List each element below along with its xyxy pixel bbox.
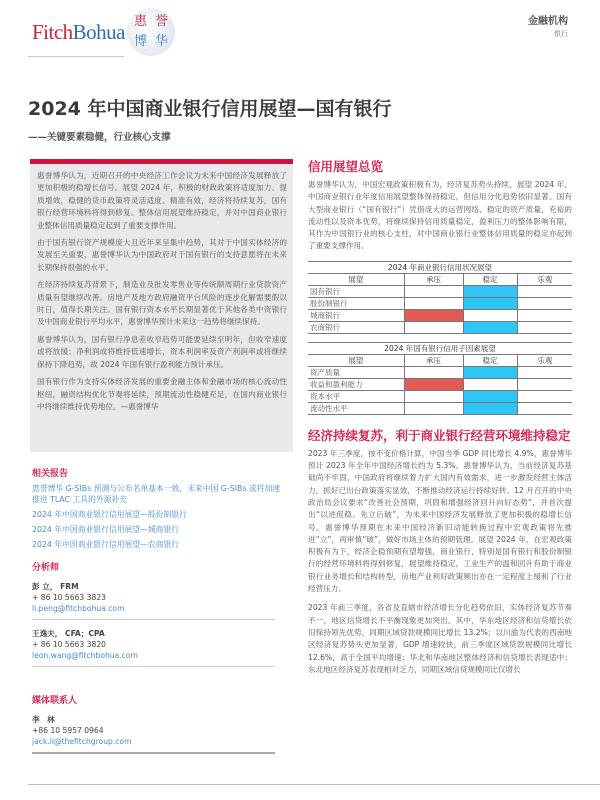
related-link[interactable]: 2024 年中国商业银行信用展望—城商银行 (32, 525, 180, 534)
table-row (308, 297, 572, 309)
summary-box (30, 159, 293, 452)
cell-pressure (404, 285, 463, 297)
cell-stable (463, 366, 517, 378)
summary-paragraph: 在经济持续复苏背景下，制造业及批发零售业等传统顺周期行业贷款资产质量有望继续改善。房地产及地方政府融资平台风险的逐步化解需要假以时日，值得长期关注。国有银行资本水平长期显著优于其他各类中资银行及中国商业银行平均水平，惠誉博华预计未来这一趋势将继续保持。 (37, 280, 287, 327)
table-header (308, 354, 572, 366)
cell-stable (463, 297, 517, 309)
cell-optimistic (517, 321, 572, 333)
analysts-section (32, 560, 275, 667)
table-row (308, 402, 572, 414)
cell-optimistic (517, 390, 572, 402)
section-heading: 经济持续复苏，利于商业银行经营环境维持稳定 (308, 427, 571, 443)
cell-stable (463, 378, 517, 390)
row-label: 资产质量 (308, 366, 404, 378)
fitchbohua-logo (32, 8, 175, 56)
table-row (308, 390, 572, 402)
table-header (308, 273, 572, 285)
cell-optimistic (517, 402, 572, 414)
related-link[interactable]: 惠誉博华 G-SIBs 预测与公布名单基本一致，未来中国 G-SIBs 或将加速推进 TLAC 工具的外源补充 (32, 484, 281, 504)
cell-optimistic (517, 297, 572, 309)
email-link[interactable]: leon.wang@fitchbohua.com (32, 651, 138, 660)
analyst-contact: 王逸夫， CFA；CPA + 86 10 5663 3820 leon.wang@fitchbohua.com (32, 628, 275, 667)
bank-outlook-table (308, 261, 572, 334)
page-title: 2024 年中国商业银行信用展望—国有银行 (28, 98, 392, 120)
header-divider (28, 56, 124, 57)
email-link[interactable]: jack.li@thefitchgroup.com (32, 737, 132, 746)
media-contact-section (32, 693, 275, 754)
table-row (308, 309, 572, 321)
row-label: 流动性水平 (308, 402, 404, 414)
column-header: 展望 (308, 354, 404, 366)
row-label: 资本水平 (308, 390, 404, 402)
related-heading: 相关报告 (32, 469, 69, 479)
media-heading: 媒体联系人 (32, 696, 78, 706)
column-header: 承压 (404, 273, 463, 285)
cell-pressure (404, 366, 463, 378)
related-link[interactable]: 2024 年中国商业银行信用展望—股份制银行 (32, 510, 187, 519)
row-label: 股份制银行 (308, 297, 404, 309)
analyst-contact: 彭 立， FRM + 86 10 5663 3823 li.peng@fitchbohua.com (32, 581, 275, 620)
overview-heading: 信用展望总览 (308, 159, 384, 174)
cell-optimistic (517, 309, 572, 321)
main-column (308, 158, 572, 676)
column-header: 承压 (404, 354, 463, 366)
table-row (308, 366, 572, 378)
row-label: 国有银行 (308, 285, 404, 297)
summary-paragraph: 国有银行作为支持实体经济发展的重要金融主体和金融市场的核心流动性枢纽，融资结构优化节奏将延续，预期流动性稳健充足，在国内商业银行中将继续维持优势地位。—惠誉博华 (37, 377, 287, 411)
column-header: 乐观 (517, 273, 572, 285)
overview-text: 惠誉博华认为，中国宏观政策积极有为，经济复苏势头持续，展望 2024 年，中国商业银行业年度信用展望整体保持稳定，但信用分化趋势依旧显著。国有大型商业银行（“国有银行”）凭借庞大的运营网络、稳定的资产质量、充裕的流动性以及资本优势，将继续保持信用质量稳定，盈利压力的整体影响有限，其作为中国银行业的核心支柱，对中国商业银行业整体信用质量的稳定亦起到了重要支撑作用。 (308, 180, 572, 251)
cell-pressure (404, 390, 463, 402)
media-contact: 李 林 +86 10 5957 0964 jack.li@thefitchgroup.com (32, 714, 275, 754)
column-header: 乐观 (517, 354, 572, 366)
subcategory: 银行 (554, 30, 568, 38)
summary-paragraph: 惠誉博华认为，近期召开的中央经济工作会议为未来中国经济发展释放了更加积极的稳增长信号。展望 2024 年，积极的财政政策将适度加力、提质增效，稳健的货币政策将灵活适度、精准有效，经济将持续复苏，国有银行经营环境料将得到修复。整体信用展望维持稳定，并对中国商业银行业整体信用质量稳定起到了重要支撑作用。 (37, 171, 287, 230)
logo-seal: 惠 誉 博 华 (127, 8, 175, 56)
body-paragraph: 2023 年三季度，按不变价格计算，中国当季 GDP 同比增长 4.9%，惠誉博华预计 2023 年全年中国经济增长约为 5.3%。惠誉博华认为，当前经济复苏基础尚不牢固，中国政府将继续着力扩大国内有效需求，进一步激发经营主体活力，抓好已出台政策落实显效，不断推动经济运行持续好转。12 月召开的中央政治局会议要求“改善社会预期，巩固和增强经济回升向好态势”，并首次提出“以进促稳、先立后破”，为未来中国经济发展释放了更加积极的稳增长信号。惠誉博华预期在未来中国经济新旧动能转换过程中宏观政策将先推进“立”，再审慎“破”，做好市场主体的预期管理。展望 2024 年，在宏观政策积极有为下，经济企稳预期有望增强，商业银行，特别是国有银行和股份制银行的经营环境料将得到修复，展望维持稳定，工业生产的温和回升有助于商业银行业务增长和结构转型，房地产业利好政策频出亦在一定程度上缓和了行业经营压力。 (308, 448, 572, 594)
category: 金融机构 (528, 16, 568, 27)
category-label (528, 12, 568, 39)
cell-stable (463, 390, 517, 402)
column-header: 展望 (308, 273, 404, 285)
cell-pressure (404, 309, 463, 321)
column-header: 稳定 (463, 273, 517, 285)
subfactor-outlook-table (308, 342, 572, 415)
summary-paragraph: 惠誉博华认为，国有银行净息差收窄趋势可能要延续至明年，但收窄速度或将放缓；净利润或将维持低速增长，资本利润率及资产利润率或将继续保持下降趋势，故 2024 年国有银行盈利能力预计承压。 (37, 334, 287, 369)
page-subtitle: ——关键要素稳健，行业核心支撑 (28, 132, 171, 143)
row-label: 收益和盈利能力 (308, 378, 404, 390)
cell-pressure (404, 321, 463, 333)
cell-stable (463, 285, 517, 297)
table-row (308, 285, 572, 297)
summary-paragraph: 由于国有银行资产规模庞大且近年来呈集中趋势，其对于中国实体经济的发展至关重要，惠誉博华认为中国政府对于国有银行的支持意愿将在未来长期保持很强的水平。 (37, 238, 287, 272)
row-label: 农商银行 (308, 321, 404, 333)
related-reports (32, 466, 282, 550)
related-link[interactable]: 2024 年中国商业银行信用展望—农商银行 (32, 540, 180, 549)
column-header: 稳定 (463, 354, 517, 366)
body-paragraph: 2023 年前三季度，各省及直辖市经济增长分化趋势依旧，实体经济复苏节奏不一，地区信贷增长不平衡现象更加突出。其中，华东地区经济和信贷增长依旧保持领先优势，同期区域贷款规模同比增长 13.2%；以川渝为代表的西南地区经济复苏势头更加显著，GDP 增速较快，前三季度区域贷款规模同比增长 12.6%，高于全国平均增速；华北和华南地区整体经济和信贷增长表现适中；东北地区经济复苏表现相对乏力，同期区域信贷规模同比仅增长 (308, 603, 572, 674)
logo-text: FitchBohua (32, 19, 125, 44)
table-row (308, 321, 572, 333)
cell-pressure (404, 297, 463, 309)
table-title: 2024 年国有银行信用子因素展望 (308, 342, 572, 354)
cell-optimistic (517, 285, 572, 297)
analysts-heading: 分析师 (32, 563, 60, 573)
table-title: 2024 年商业银行信用状况展望 (308, 261, 572, 273)
email-link[interactable]: li.peng@fitchbohua.com (32, 604, 125, 613)
cell-stable (463, 309, 517, 321)
table-row (308, 378, 572, 390)
cell-optimistic (517, 366, 572, 378)
footer-divider (28, 784, 600, 785)
cell-pressure (404, 402, 463, 414)
cell-pressure (404, 378, 463, 390)
cell-stable (463, 402, 517, 414)
cell-optimistic (517, 378, 572, 390)
row-label: 城商银行 (308, 309, 404, 321)
cell-stable (463, 321, 517, 333)
